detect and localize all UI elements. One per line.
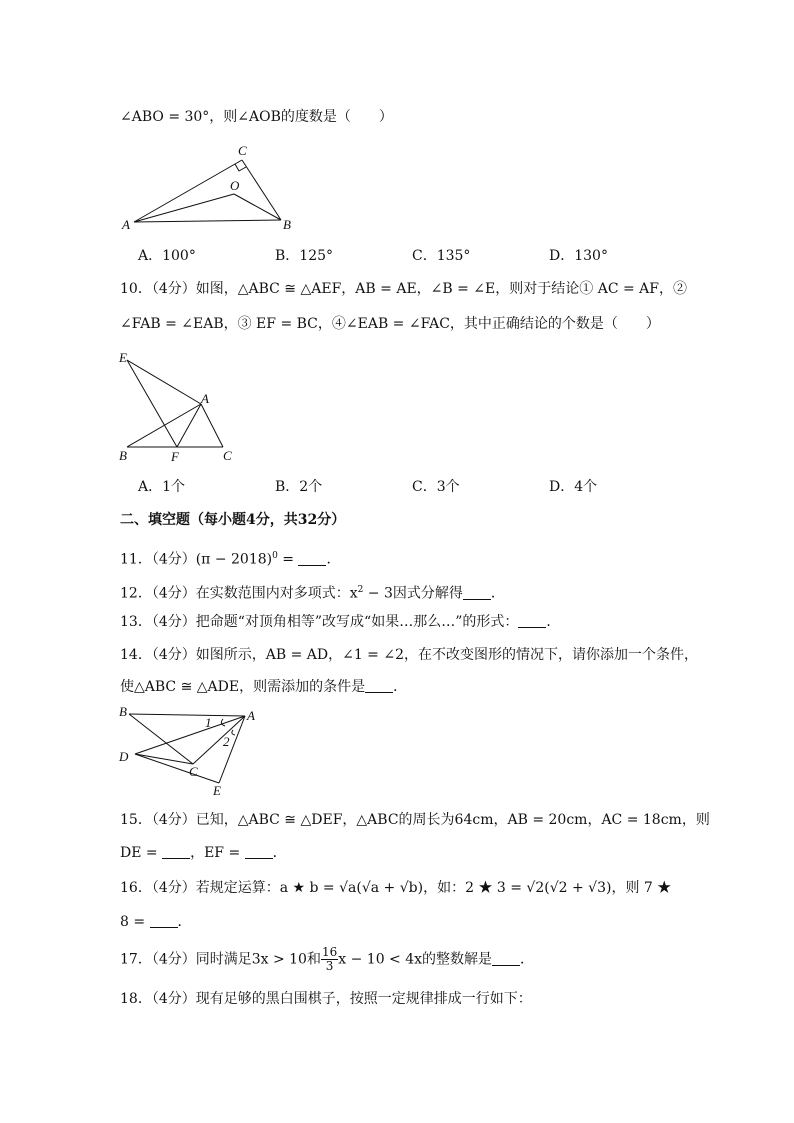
q14-line-1: 14．（4分）如图所示，AB = AD，∠1 = ∠2，在不改变图形的情况下，请你添加一个条件，	[120, 647, 698, 663]
q15-de-blank[interactable]	[162, 844, 190, 859]
q14-segment-de	[135, 754, 219, 783]
q10-segment-ea	[127, 360, 201, 404]
q17-fraction-numerator: 16	[321, 945, 338, 959]
q10-option-d[interactable]: D．4个	[549, 479, 598, 495]
q9-label-a: A	[122, 217, 130, 232]
q16-line-2: 8 = ．	[120, 914, 192, 930]
q16-line-2-text: 8 =	[120, 914, 150, 930]
q11-suffix: =	[277, 551, 299, 568]
q10-segment-ac	[201, 404, 223, 447]
q14-segment-ba	[129, 714, 245, 716]
q9-text: ∠ABO = 30°，则∠AOB的度数是（ ）	[120, 109, 393, 125]
q11-exponent: 0	[272, 551, 278, 561]
q11: 11．（4分）$(\pi - 2018)^0$ = ．	[120, 551, 341, 568]
q9-segment-ao	[134, 194, 234, 222]
q14-label-e: E	[213, 783, 221, 798]
q14-label-a: A	[247, 708, 255, 723]
q14-label-b: B	[119, 704, 127, 719]
q14-angle-2-arc	[232, 730, 235, 735]
q12-prefix: 12．（4分）在实数范围内对多项式：x	[120, 585, 358, 602]
q10-label-a: A	[201, 391, 209, 406]
q9-label-b: B	[283, 217, 291, 232]
q14-label-1: 1	[205, 715, 212, 730]
q11-prefix: 11．（4分）(π − 2018)	[120, 551, 273, 568]
q15-line-1: 15．（4分）已知，△ABC ≅ △DEF，△ABC的周长为64cm，AB = 20cm，AC = 18cm，则	[120, 812, 710, 828]
q9-label-o: O	[230, 178, 240, 193]
q17: 17．（4分）同时满足3x > 10和 $\frac{16}{3}$ x − 10 < 4x的整数解是 ．	[120, 945, 535, 973]
section-heading: 二、填空题（每小题4分，共32分）	[120, 512, 346, 528]
q9-side-ac	[134, 160, 242, 222]
q10-label-f: F	[171, 449, 179, 464]
q10-segment-ef	[127, 360, 177, 447]
q13: 13．（4分）把命题“对顶角相等”改写成“如果…那么…”的形式： ．	[120, 614, 561, 630]
q14-answer-blank[interactable]	[365, 678, 393, 693]
q16-answer-blank[interactable]	[150, 913, 178, 928]
q17-fraction-denominator: 3	[325, 959, 334, 973]
q10-option-a[interactable]: A．1个	[138, 479, 186, 495]
q12: 12．（4分）在实数范围内对多项式：$x^2 - 3$因式分解得 ．	[120, 585, 505, 602]
q10-label-c: C	[223, 448, 232, 463]
q10-line-2: ∠FAB = ∠EAB，③ EF = BC，④∠EAB = ∠FAC，其中正确结论的个数是（ ）	[120, 316, 660, 332]
q17-middle: x − 10 < 4x的整数解是	[338, 951, 493, 968]
q9-side-ab	[134, 220, 281, 222]
q10-label-e: E	[119, 350, 127, 365]
q15-de-label: DE =	[120, 845, 163, 861]
q17-fraction	[321, 946, 338, 973]
q14-label-c: C	[189, 764, 198, 779]
q15-line-2: DE = ，EF = ．	[120, 845, 287, 861]
q15-ef-blank[interactable]	[245, 844, 273, 859]
q13-prefix: 13．（4分）把命题“对顶角相等”改写成“如果…那么…”的形式：	[120, 614, 519, 630]
q14-segment-dc	[135, 754, 193, 764]
q10-option-c[interactable]: C．3个	[412, 479, 460, 495]
q10-line-1: 10．（4分）如图，△ABC ≅ △AEF，AB = AE，∠B = ∠E，则对于结论① AC = AF，②	[120, 281, 687, 297]
q9-option-c[interactable]: C．135°	[412, 248, 471, 264]
q9-side-cb	[242, 160, 281, 220]
q14-angle-1-arc	[221, 719, 225, 726]
q14-label-2: 2	[223, 734, 230, 749]
q9-options	[138, 246, 698, 266]
q9-option-b[interactable]: B．125°	[275, 248, 334, 264]
q14-segment-ca	[193, 716, 245, 764]
q9-figure	[120, 140, 320, 240]
q9-segment-ob	[234, 194, 281, 220]
q14-segment-ae	[219, 716, 245, 783]
q11-answer-blank[interactable]	[298, 551, 326, 566]
q10-segment-ba	[127, 404, 201, 447]
q17-answer-blank[interactable]	[492, 951, 520, 966]
q14-figure	[115, 702, 275, 802]
q14-label-d: D	[119, 749, 129, 764]
q15-ef-label: ，EF =	[190, 845, 245, 861]
q18-text: 18．（4分）现有足够的黑白围棋子，按照一定规律排成一行如下：	[120, 991, 532, 1007]
q13-answer-blank[interactable]	[518, 613, 546, 628]
q10-label-b: B	[119, 448, 127, 463]
q9-option-d[interactable]: D．130°	[549, 248, 608, 264]
q9-option-a[interactable]: A．100°	[138, 248, 196, 264]
q12-answer-blank[interactable]	[463, 585, 491, 600]
q10-options	[138, 477, 698, 497]
q10-figure	[115, 348, 255, 463]
q12-exponent: 2	[357, 585, 364, 595]
q9-right-angle-mark	[235, 164, 246, 171]
q16-line-1: 16．（4分）若规定运算：a ★ b = √a(√a + √b)，如：2 ★ 3 = √2(√2 + √3)，则 7 ★	[120, 880, 672, 896]
q9-label-c: C	[238, 143, 247, 158]
q10-option-b[interactable]: B．2个	[275, 479, 323, 495]
q14-line-2: 使△ABC ≅ △ADE，则需添加的条件是 ．	[120, 679, 408, 695]
q14-line-2-text: 使△ABC ≅ △ADE，则需添加的条件是	[120, 679, 366, 695]
q12-suffix: − 3因式分解得	[363, 585, 463, 602]
q14-segment-bc	[129, 714, 193, 764]
q17-prefix: 17．（4分）同时满足3x > 10和	[120, 951, 321, 968]
